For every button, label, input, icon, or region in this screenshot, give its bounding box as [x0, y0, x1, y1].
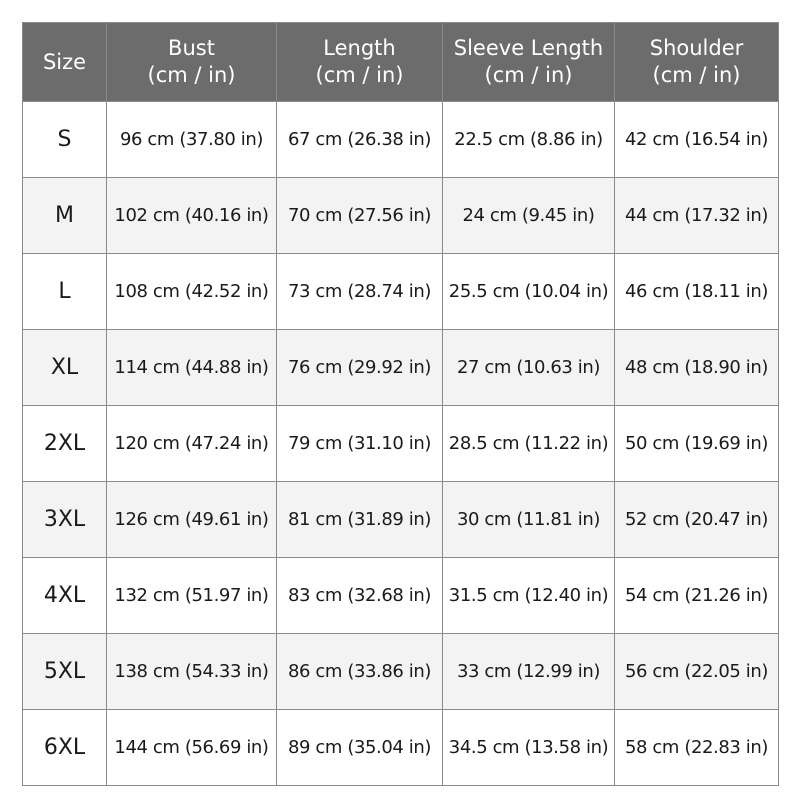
length-cell: 73 cm (28.74 in) — [277, 254, 443, 330]
shoulder-cell: 54 cm (21.26 in) — [615, 558, 779, 634]
sleeve-length-cell: 24 cm (9.45 in) — [443, 178, 615, 254]
shoulder-cell: 50 cm (19.69 in) — [615, 406, 779, 482]
table-header — [23, 23, 779, 102]
sleeve-length-cell: 25.5 cm (10.04 in) — [443, 254, 615, 330]
table-row — [23, 254, 779, 330]
length-cell: 67 cm (26.38 in) — [277, 102, 443, 178]
length-cell: 76 cm (29.92 in) — [277, 330, 443, 406]
size-cell: M — [23, 178, 107, 254]
bust-cell: 144 cm (56.69 in) — [107, 710, 277, 786]
bust-cell: 96 cm (37.80 in) — [107, 102, 277, 178]
length-cell: 89 cm (35.04 in) — [277, 710, 443, 786]
sleeve-length-cell: 31.5 cm (12.40 in) — [443, 558, 615, 634]
size-cell: L — [23, 254, 107, 330]
table-row — [23, 634, 779, 710]
header-sleeve-length: Sleeve Length (cm / in) — [443, 23, 615, 102]
table-row — [23, 406, 779, 482]
bust-cell: 132 cm (51.97 in) — [107, 558, 277, 634]
table-row — [23, 178, 779, 254]
size-cell: 3XL — [23, 482, 107, 558]
length-cell: 86 cm (33.86 in) — [277, 634, 443, 710]
size-chart-table — [22, 22, 779, 786]
sleeve-length-cell: 33 cm (12.99 in) — [443, 634, 615, 710]
shoulder-cell: 52 cm (20.47 in) — [615, 482, 779, 558]
bust-cell: 138 cm (54.33 in) — [107, 634, 277, 710]
table-row — [23, 558, 779, 634]
header-bust: Bust (cm / in) — [107, 23, 277, 102]
sleeve-length-cell: 22.5 cm (8.86 in) — [443, 102, 615, 178]
table-body — [23, 102, 779, 786]
size-cell: 2XL — [23, 406, 107, 482]
length-cell: 70 cm (27.56 in) — [277, 178, 443, 254]
shoulder-cell: 42 cm (16.54 in) — [615, 102, 779, 178]
table-row — [23, 482, 779, 558]
table-row — [23, 710, 779, 786]
length-cell: 83 cm (32.68 in) — [277, 558, 443, 634]
bust-cell: 120 cm (47.24 in) — [107, 406, 277, 482]
shoulder-cell: 58 cm (22.83 in) — [615, 710, 779, 786]
bust-cell: 126 cm (49.61 in) — [107, 482, 277, 558]
header-length: Length (cm / in) — [277, 23, 443, 102]
size-cell: XL — [23, 330, 107, 406]
bust-cell: 102 cm (40.16 in) — [107, 178, 277, 254]
shoulder-cell: 44 cm (17.32 in) — [615, 178, 779, 254]
size-cell: 5XL — [23, 634, 107, 710]
header-shoulder: Shoulder (cm / in) — [615, 23, 779, 102]
sleeve-length-cell: 30 cm (11.81 in) — [443, 482, 615, 558]
header-size: Size — [23, 23, 107, 102]
shoulder-cell: 46 cm (18.11 in) — [615, 254, 779, 330]
size-cell: S — [23, 102, 107, 178]
length-cell: 81 cm (31.89 in) — [277, 482, 443, 558]
sleeve-length-cell: 34.5 cm (13.58 in) — [443, 710, 615, 786]
bust-cell: 108 cm (42.52 in) — [107, 254, 277, 330]
table-row — [23, 102, 779, 178]
size-cell: 4XL — [23, 558, 107, 634]
sleeve-length-cell: 28.5 cm (11.22 in) — [443, 406, 615, 482]
table-row — [23, 330, 779, 406]
bust-cell: 114 cm (44.88 in) — [107, 330, 277, 406]
shoulder-cell: 48 cm (18.90 in) — [615, 330, 779, 406]
sleeve-length-cell: 27 cm (10.63 in) — [443, 330, 615, 406]
header-row — [23, 23, 779, 102]
size-cell: 6XL — [23, 710, 107, 786]
shoulder-cell: 56 cm (22.05 in) — [615, 634, 779, 710]
length-cell: 79 cm (31.10 in) — [277, 406, 443, 482]
